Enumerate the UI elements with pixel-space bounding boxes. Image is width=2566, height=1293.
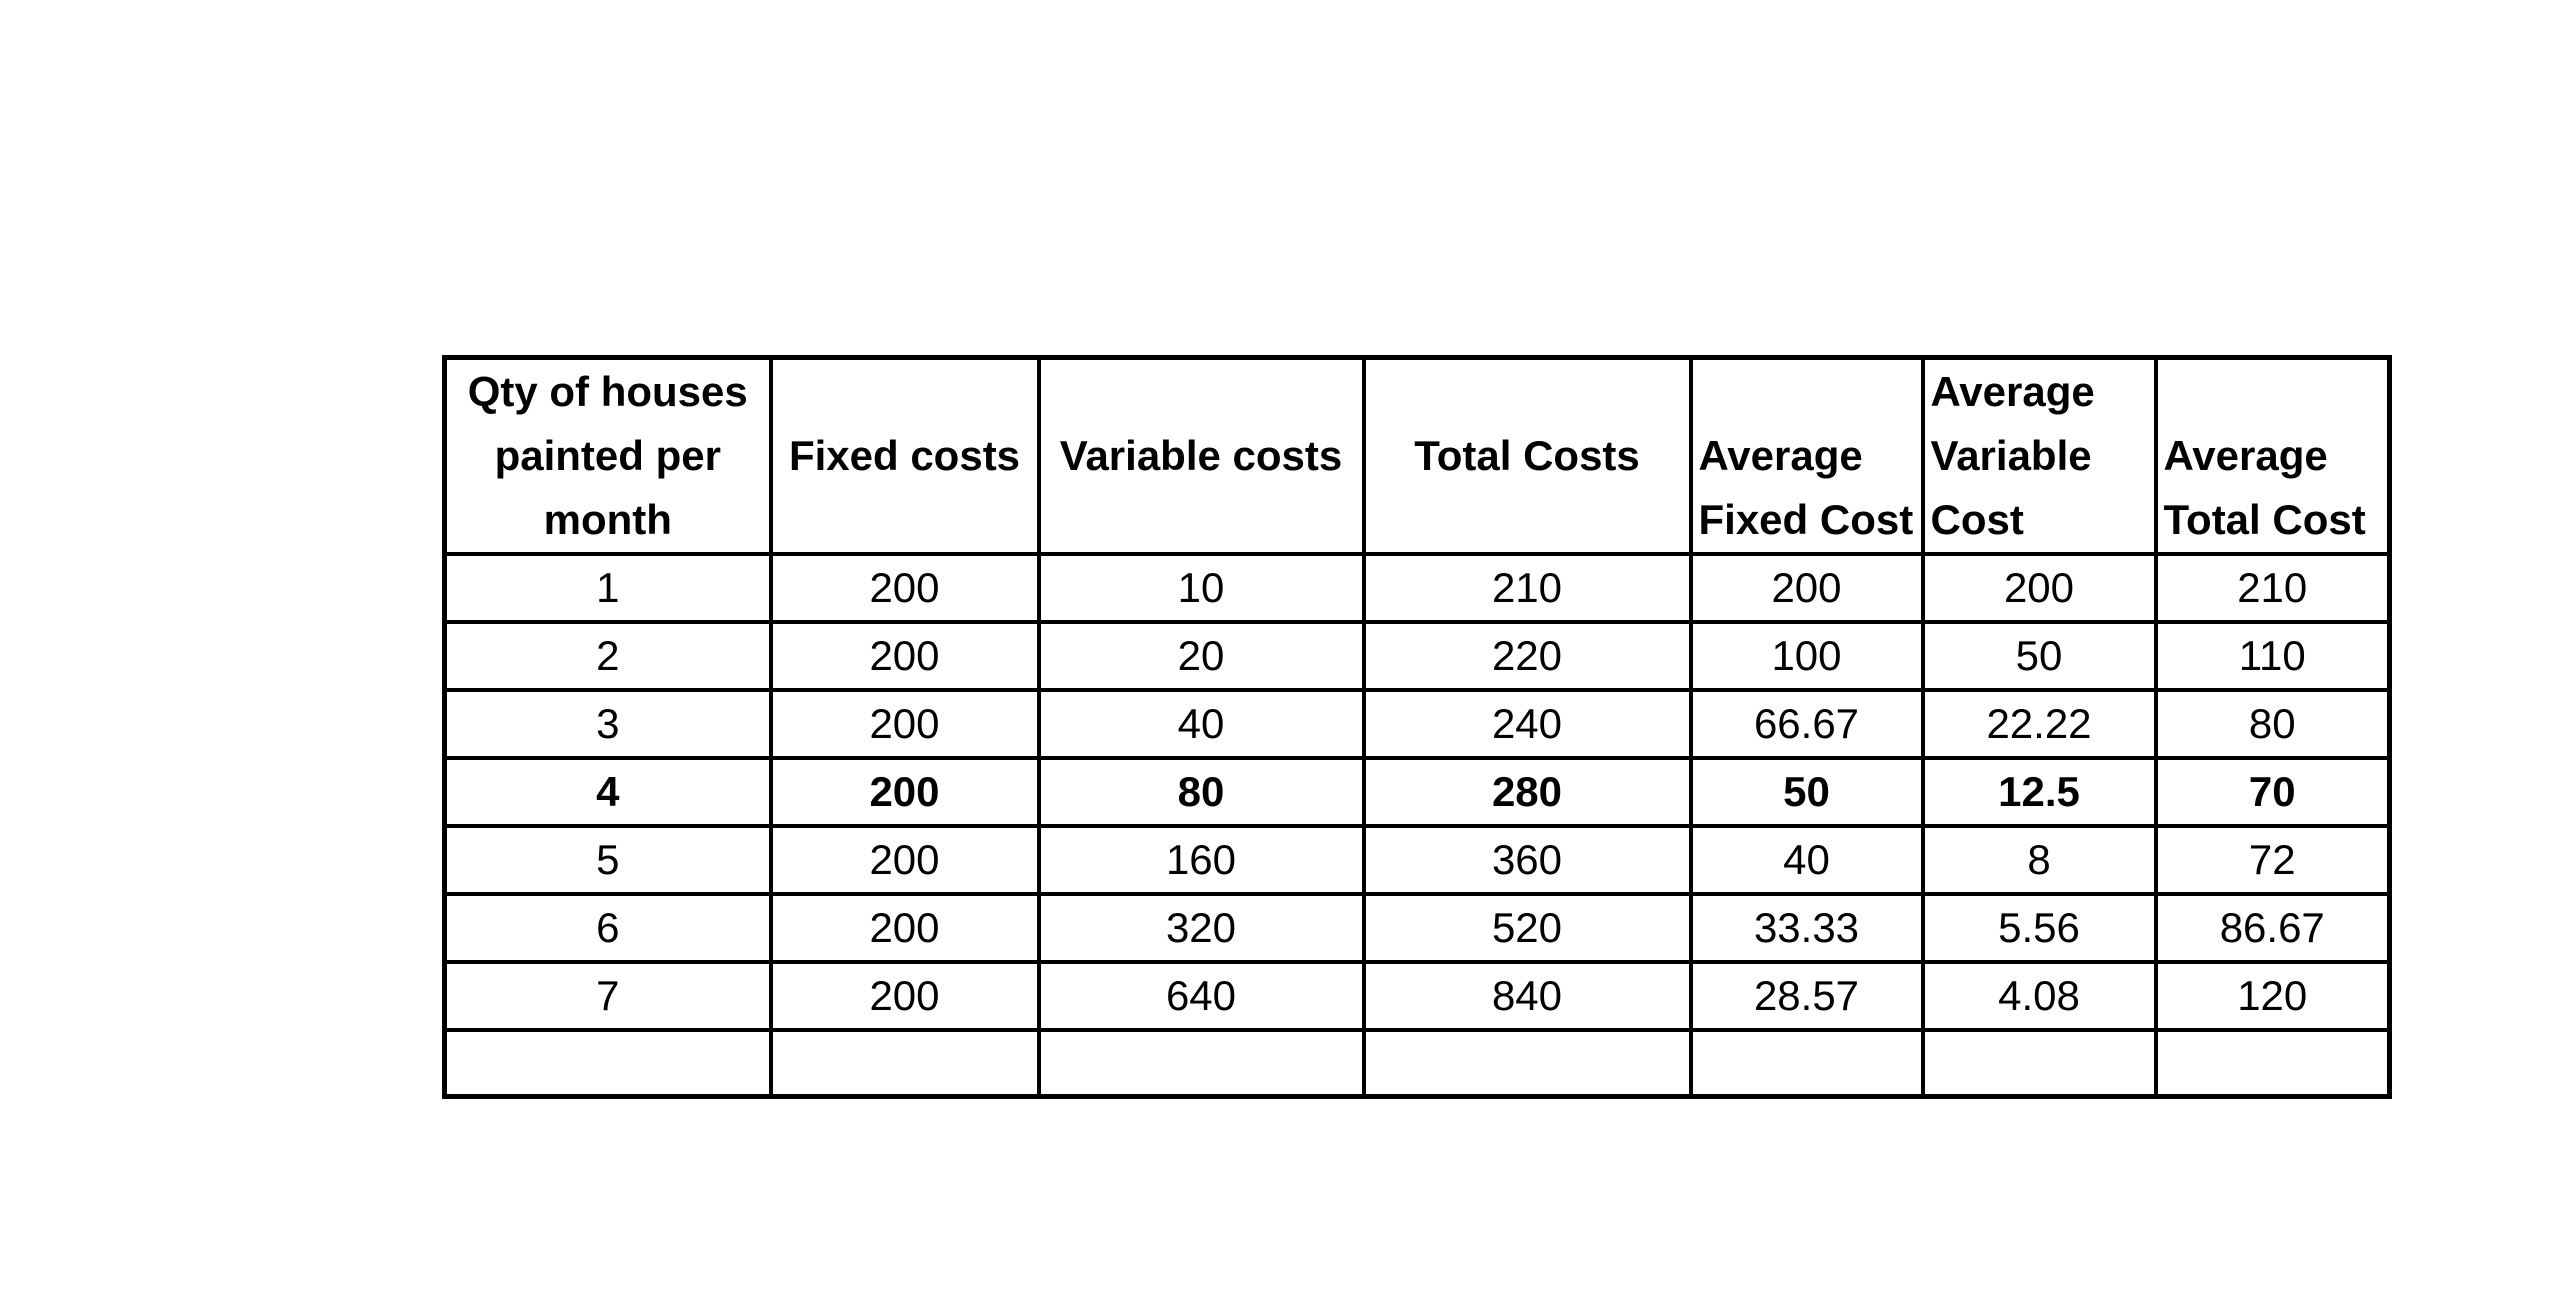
table-cell: 520 xyxy=(1364,894,1691,962)
table-row xyxy=(445,554,2390,622)
header-row xyxy=(445,358,2390,555)
header-average-fixed-cost xyxy=(1691,358,1923,555)
table-cell: 70 xyxy=(2156,758,2390,826)
table-cell: 360 xyxy=(1364,826,1691,894)
table-cell: 320 xyxy=(1039,894,1364,962)
header-variable-costs: Variable costs xyxy=(1039,358,1364,555)
table-cell: 100 xyxy=(1691,622,1923,690)
table-cell: 80 xyxy=(2156,690,2390,758)
table-row xyxy=(445,826,2390,894)
table-cell: 160 xyxy=(1039,826,1364,894)
table-cell: 7 xyxy=(445,962,771,1030)
table-cell: 10 xyxy=(1039,554,1364,622)
table-cell: 200 xyxy=(771,622,1039,690)
table-cell: 80 xyxy=(1039,758,1364,826)
table-cell: 8 xyxy=(1923,826,2156,894)
table-cell: 66.67 xyxy=(1691,690,1923,758)
header-total-costs: Total Costs xyxy=(1364,358,1691,555)
header-atc-line-2: Total Cost xyxy=(2163,496,2366,543)
table-cell: 86.67 xyxy=(2156,894,2390,962)
table-cell: 120 xyxy=(2156,962,2390,1030)
table-cell xyxy=(771,1030,1039,1097)
table-cell: 210 xyxy=(2156,554,2390,622)
table-cell: 2 xyxy=(445,622,771,690)
header-avc-line-2: Variable xyxy=(1930,432,2092,479)
table-cell: 200 xyxy=(771,758,1039,826)
header-fixed-costs: Fixed costs xyxy=(771,358,1039,555)
table-cell xyxy=(1691,1030,1923,1097)
table-cell: 200 xyxy=(771,554,1039,622)
table-cell: 50 xyxy=(1691,758,1923,826)
table-cell xyxy=(2156,1030,2390,1097)
table-cell: 200 xyxy=(771,826,1039,894)
table-cell: 4.08 xyxy=(1923,962,2156,1030)
table-cell xyxy=(445,1030,771,1097)
table-cell: 4 xyxy=(445,758,771,826)
header-atc-line-1: Average xyxy=(2163,432,2328,479)
table-cell xyxy=(1039,1030,1364,1097)
table-cell: 200 xyxy=(771,962,1039,1030)
table-cell: 50 xyxy=(1923,622,2156,690)
table-cell: 200 xyxy=(1923,554,2156,622)
header-avc-line-1: Average xyxy=(1930,368,2095,415)
table-row xyxy=(445,622,2390,690)
header-qty-line-3: month xyxy=(543,496,672,543)
header-afc-line-2: Fixed Cost xyxy=(1698,496,1914,543)
table-row-highlighted xyxy=(445,758,2390,826)
table-cell: 840 xyxy=(1364,962,1691,1030)
table-cell: 240 xyxy=(1364,690,1691,758)
header-qty xyxy=(445,358,771,555)
header-qty-line-1: Qty of houses xyxy=(467,368,748,415)
table-cell: 200 xyxy=(771,690,1039,758)
table-cell: 200 xyxy=(1691,554,1923,622)
table-row xyxy=(445,962,2390,1030)
table-cell: 20 xyxy=(1039,622,1364,690)
table-cell: 6 xyxy=(445,894,771,962)
table-cell: 3 xyxy=(445,690,771,758)
table-cell: 22.22 xyxy=(1923,690,2156,758)
header-average-total-cost xyxy=(2156,358,2390,555)
table-cell xyxy=(1364,1030,1691,1097)
table-cell: 220 xyxy=(1364,622,1691,690)
table-row xyxy=(445,690,2390,758)
table-cell: 280 xyxy=(1364,758,1691,826)
table-row-empty xyxy=(445,1030,2390,1097)
table-row xyxy=(445,894,2390,962)
table-cell: 640 xyxy=(1039,962,1364,1030)
table-cell: 5.56 xyxy=(1923,894,2156,962)
table-cell: 40 xyxy=(1039,690,1364,758)
table-cell xyxy=(1923,1030,2156,1097)
table-cell: 12.5 xyxy=(1923,758,2156,826)
table-cell: 33.33 xyxy=(1691,894,1923,962)
table-cell: 210 xyxy=(1364,554,1691,622)
table-cell: 72 xyxy=(2156,826,2390,894)
header-avc-line-3: Cost xyxy=(1930,496,2024,543)
table-cell: 200 xyxy=(771,894,1039,962)
header-qty-line-2: painted per xyxy=(494,432,721,479)
table-cell: 5 xyxy=(445,826,771,894)
table-cell: 1 xyxy=(445,554,771,622)
header-afc-line-1: Average xyxy=(1698,432,1863,479)
table-cell: 110 xyxy=(2156,622,2390,690)
cost-table xyxy=(442,355,2392,1099)
table-cell: 28.57 xyxy=(1691,962,1923,1030)
header-average-variable-cost xyxy=(1923,358,2156,555)
table-cell: 40 xyxy=(1691,826,1923,894)
